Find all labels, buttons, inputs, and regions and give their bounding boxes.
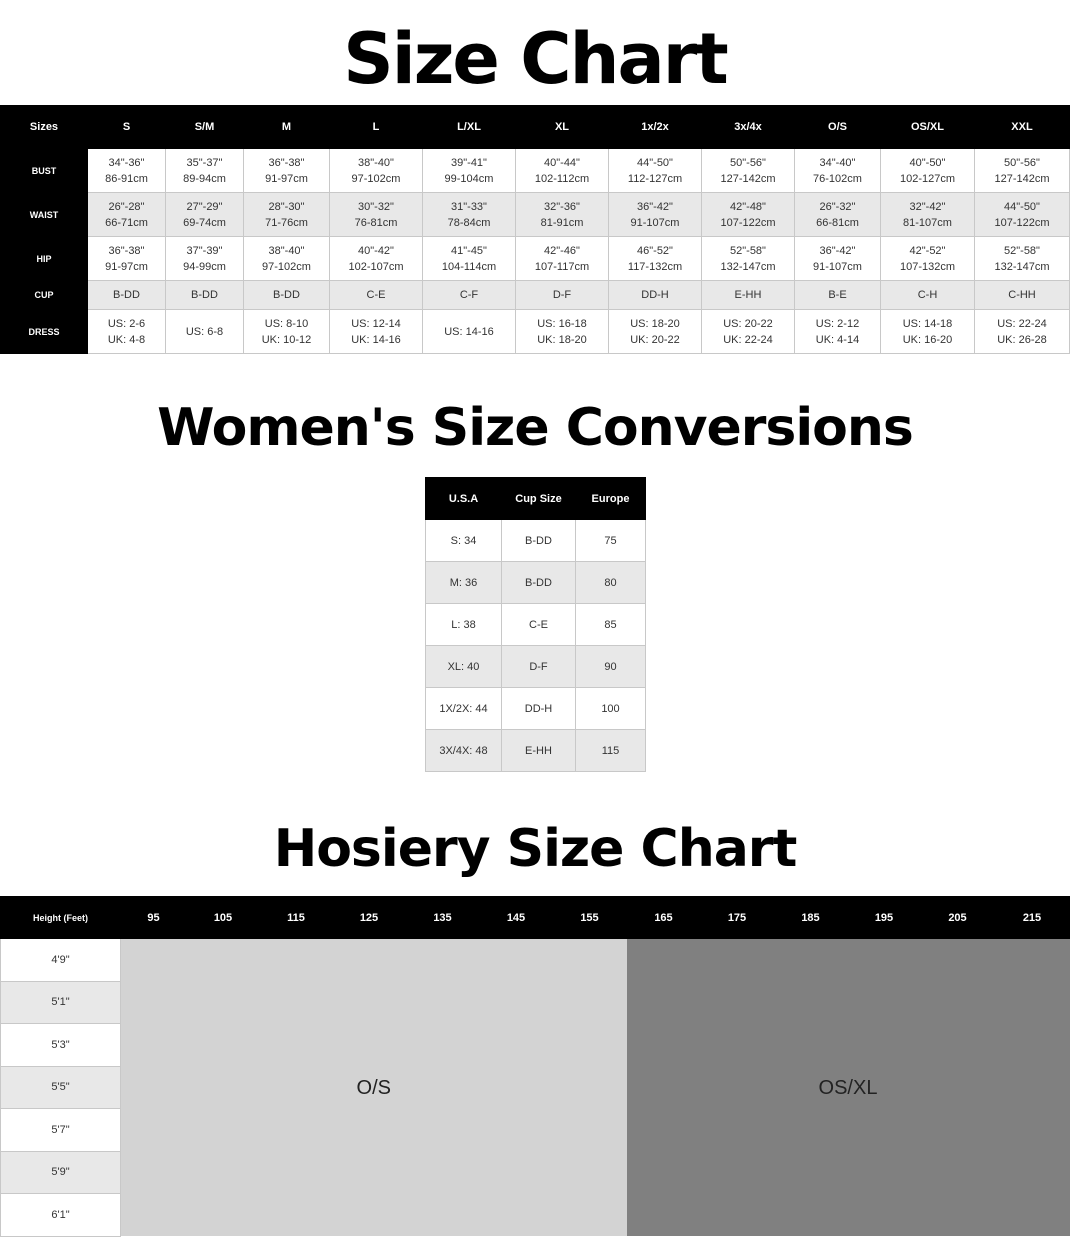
header-cell: Sizes bbox=[1, 106, 88, 149]
hosiery-header-row bbox=[1, 897, 1070, 939]
header-cell: S/M bbox=[166, 106, 244, 149]
table-cell: US: 12-14 UK: 14-16 bbox=[330, 310, 423, 354]
table-cell: 52"-58" 132-147cm bbox=[702, 237, 795, 281]
table-cell: US: 14-18 UK: 16-20 bbox=[881, 310, 975, 354]
table-cell: 40"-42" 102-107cm bbox=[330, 237, 423, 281]
table-row bbox=[1, 310, 1070, 354]
header-cell: Europe bbox=[576, 478, 646, 520]
height-row-cell: 5'1" bbox=[1, 981, 121, 1024]
header-cell: L/XL bbox=[423, 106, 516, 149]
header-cell: 3x/4x bbox=[702, 106, 795, 149]
table-cell: 50"-56" 127-142cm bbox=[975, 149, 1070, 193]
height-row-cell: 5'3" bbox=[1, 1024, 121, 1067]
table-cell: B-DD bbox=[502, 562, 576, 604]
table-cell: 3X/4X: 48 bbox=[426, 730, 502, 772]
table-cell: 1X/2X: 44 bbox=[426, 688, 502, 730]
table-cell: C-F bbox=[423, 281, 516, 310]
table-cell: C-E bbox=[502, 604, 576, 646]
weight-header-cell: 185 bbox=[774, 897, 848, 939]
table-cell: C-HH bbox=[975, 281, 1070, 310]
header-cell: L bbox=[330, 106, 423, 149]
table-cell: B-DD bbox=[166, 281, 244, 310]
table-cell: 40"-50" 102-127cm bbox=[881, 149, 975, 193]
table-cell: D-F bbox=[502, 646, 576, 688]
table-cell: M: 36 bbox=[426, 562, 502, 604]
table-cell: 100 bbox=[576, 688, 646, 730]
hosiery-table bbox=[0, 896, 1070, 1237]
table-cell: E-HH bbox=[502, 730, 576, 772]
table-row bbox=[1, 237, 1070, 281]
table-cell: B-DD bbox=[88, 281, 166, 310]
table-cell: US: 18-20 UK: 20-22 bbox=[609, 310, 702, 354]
table-cell: 42"-46" 107-117cm bbox=[516, 237, 609, 281]
row-header-cell: DRESS bbox=[1, 310, 88, 354]
weight-header-cell: 105 bbox=[187, 897, 260, 939]
table-cell: 85 bbox=[576, 604, 646, 646]
size-chart-table bbox=[0, 105, 1070, 354]
table-cell: US: 8-10 UK: 10-12 bbox=[244, 310, 330, 354]
conversions-table bbox=[425, 477, 646, 772]
table-cell: 34"-40" 76-102cm bbox=[795, 149, 881, 193]
table-cell: 32"-36" 81-91cm bbox=[516, 193, 609, 237]
table-row bbox=[1, 281, 1070, 310]
table-cell: 42"-52" 107-132cm bbox=[881, 237, 975, 281]
weight-header-cell: 215 bbox=[995, 897, 1070, 939]
table-cell: B-DD bbox=[502, 520, 576, 562]
corner-header-cell: Height (Feet) bbox=[1, 897, 121, 939]
table-cell: D-F bbox=[516, 281, 609, 310]
table-cell: 46"-52" 117-132cm bbox=[609, 237, 702, 281]
table-cell: 44"-50" 107-122cm bbox=[975, 193, 1070, 237]
table-cell: US: 2-12 UK: 4-14 bbox=[795, 310, 881, 354]
table-cell: 42"-48" 107-122cm bbox=[702, 193, 795, 237]
weight-header-cell: 205 bbox=[921, 897, 995, 939]
table-cell: C-E bbox=[330, 281, 423, 310]
table-cell: 44"-50" 112-127cm bbox=[609, 149, 702, 193]
table-cell: 26"-28" 66-71cm bbox=[88, 193, 166, 237]
header-cell: Cup Size bbox=[502, 478, 576, 520]
table-cell: US: 16-18 UK: 18-20 bbox=[516, 310, 609, 354]
table-row bbox=[426, 520, 646, 562]
table-cell: B-DD bbox=[244, 281, 330, 310]
header-cell: M bbox=[244, 106, 330, 149]
table-cell: 32"-42" 81-107cm bbox=[881, 193, 975, 237]
size-zone-os: O/S bbox=[121, 939, 627, 1237]
weight-header-cell: 155 bbox=[553, 897, 627, 939]
weight-header-cell: 135 bbox=[406, 897, 480, 939]
table-cell: 90 bbox=[576, 646, 646, 688]
table-cell: 36"-38" 91-97cm bbox=[88, 237, 166, 281]
table-cell: 26"-32" 66-81cm bbox=[795, 193, 881, 237]
table-cell: 75 bbox=[576, 520, 646, 562]
size-chart-header-row bbox=[1, 106, 1070, 149]
row-header-cell: CUP bbox=[1, 281, 88, 310]
table-cell: US: 22-24 UK: 26-28 bbox=[975, 310, 1070, 354]
table-cell: US: 20-22 UK: 22-24 bbox=[702, 310, 795, 354]
table-row bbox=[1, 939, 1070, 982]
table-cell: US: 14-16 bbox=[423, 310, 516, 354]
table-cell: 36"-42" 91-107cm bbox=[609, 193, 702, 237]
conversions-header-row bbox=[426, 478, 646, 520]
table-cell: S: 34 bbox=[426, 520, 502, 562]
table-cell: 115 bbox=[576, 730, 646, 772]
table-cell: 35"-37" 89-94cm bbox=[166, 149, 244, 193]
row-header-cell: WAIST bbox=[1, 193, 88, 237]
table-cell: C-H bbox=[881, 281, 975, 310]
table-cell: 36"-42" 91-107cm bbox=[795, 237, 881, 281]
height-row-cell: 6'1" bbox=[1, 1194, 121, 1237]
table-row bbox=[426, 646, 646, 688]
header-cell: XXL bbox=[975, 106, 1070, 149]
table-cell: E-HH bbox=[702, 281, 795, 310]
weight-header-cell: 195 bbox=[848, 897, 921, 939]
table-cell: 34"-36" 86-91cm bbox=[88, 149, 166, 193]
table-cell: 39"-41" 99-104cm bbox=[423, 149, 516, 193]
weight-header-cell: 145 bbox=[480, 897, 553, 939]
header-cell: XL bbox=[516, 106, 609, 149]
table-row bbox=[426, 730, 646, 772]
table-row bbox=[1, 149, 1070, 193]
hosiery-title: Hosiery Size Chart bbox=[273, 819, 797, 879]
header-cell: U.S.A bbox=[426, 478, 502, 520]
table-cell: 31"-33" 78-84cm bbox=[423, 193, 516, 237]
weight-header-cell: 165 bbox=[627, 897, 701, 939]
table-cell: 27"-29" 69-74cm bbox=[166, 193, 244, 237]
table-row bbox=[1, 193, 1070, 237]
table-cell: DD-H bbox=[502, 688, 576, 730]
table-cell: US: 2-6 UK: 4-8 bbox=[88, 310, 166, 354]
weight-header-cell: 125 bbox=[333, 897, 406, 939]
weight-header-cell: 115 bbox=[260, 897, 333, 939]
table-cell: 40"-44" 102-112cm bbox=[516, 149, 609, 193]
row-header-cell: BUST bbox=[1, 149, 88, 193]
height-row-cell: 5'9" bbox=[1, 1151, 121, 1194]
table-cell: 28"-30" 71-76cm bbox=[244, 193, 330, 237]
table-row bbox=[426, 604, 646, 646]
weight-header-cell: 175 bbox=[701, 897, 774, 939]
table-row bbox=[426, 562, 646, 604]
table-cell: B-E bbox=[795, 281, 881, 310]
table-cell: US: 6-8 bbox=[166, 310, 244, 354]
table-cell: 36"-38" 91-97cm bbox=[244, 149, 330, 193]
header-cell: S bbox=[88, 106, 166, 149]
conversions-title: Women's Size Conversions bbox=[157, 398, 913, 458]
header-cell: OS/XL bbox=[881, 106, 975, 149]
height-row-cell: 4'9" bbox=[1, 939, 121, 982]
table-cell: L: 38 bbox=[426, 604, 502, 646]
header-cell: O/S bbox=[795, 106, 881, 149]
table-cell: 50"-56" 127-142cm bbox=[702, 149, 795, 193]
table-cell: DD-H bbox=[609, 281, 702, 310]
header-cell: 1x/2x bbox=[609, 106, 702, 149]
height-row-cell: 5'5" bbox=[1, 1066, 121, 1109]
table-row bbox=[426, 688, 646, 730]
size-chart-title: Size Chart bbox=[343, 18, 727, 100]
table-cell: 80 bbox=[576, 562, 646, 604]
table-cell: XL: 40 bbox=[426, 646, 502, 688]
size-zone-osxl: OS/XL bbox=[627, 939, 1070, 1237]
weight-header-cell: 95 bbox=[121, 897, 187, 939]
table-cell: 52"-58" 132-147cm bbox=[975, 237, 1070, 281]
row-header-cell: HIP bbox=[1, 237, 88, 281]
height-row-cell: 5'7" bbox=[1, 1109, 121, 1152]
table-cell: 38"-40" 97-102cm bbox=[244, 237, 330, 281]
table-cell: 38"-40" 97-102cm bbox=[330, 149, 423, 193]
table-cell: 30"-32" 76-81cm bbox=[330, 193, 423, 237]
table-cell: 37"-39" 94-99cm bbox=[166, 237, 244, 281]
table-cell: 41"-45" 104-114cm bbox=[423, 237, 516, 281]
